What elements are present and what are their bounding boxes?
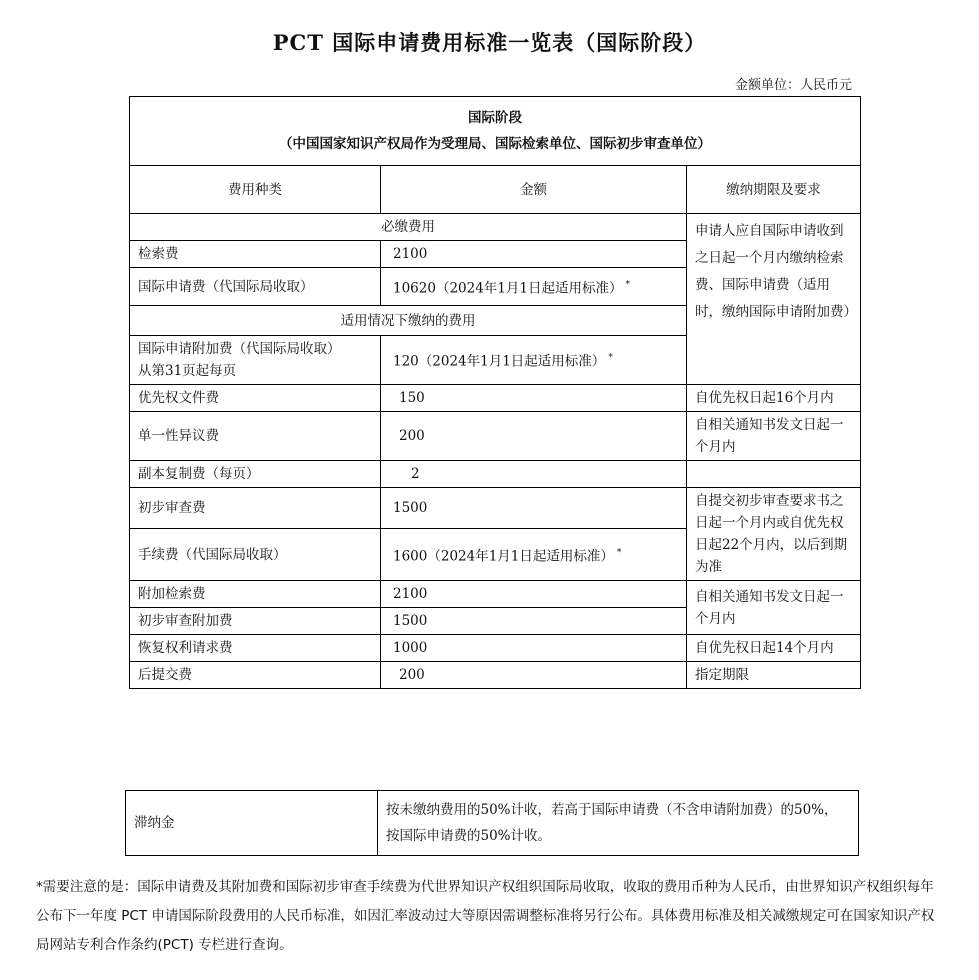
table-row <box>130 385 861 412</box>
section-mandatory: 必缴费用 <box>130 214 687 241</box>
table-heading <box>130 97 861 166</box>
fee-amount: 200 <box>381 412 687 461</box>
footnote-star: * <box>625 279 630 290</box>
table-row <box>130 581 861 608</box>
fee-table <box>129 96 861 689</box>
heading-line2: （中国国家知识产权局作为受理局、国际检索单位、国际初步审查单位） <box>279 136 711 152</box>
amount-text: 120（2024年1月1日起适用标准） <box>393 353 606 370</box>
fee-deadline: 自相关通知书发文日起一个月内 <box>687 412 861 461</box>
col-header-fee-type: 费用种类 <box>130 166 381 214</box>
currency-unit: 金额单位：人民币元 <box>734 78 852 93</box>
fee-name: 恢复权利请求费 <box>130 635 381 662</box>
fee-name: 国际申请费（代国际局收取） <box>130 268 381 306</box>
fee-amount: 200 <box>381 662 687 689</box>
fee-amount: 1000 <box>381 635 687 662</box>
fee-amount: 2 <box>381 461 687 488</box>
footnote: *需要注意的是：国际申请费及其附加费和国际初步审查手续费为代世界知识产权组织国际局收取，收取的费用币种为人民币，由世界知识产权组织每年公布下一年度 PCT 申请国际阶段费用的人民币标准，如因汇率波动过大等原因需调整标准将另行公布。具体费用标准及相关减缴规定可在国家知识产权局网站专利合作条约(PCT) 专栏进行查询。 <box>36 879 935 953</box>
mandatory-deadline: 申请人应自国际申请收到之日起一个月内缴纳检索费、国际申请费（适用时，缴纳国际申请附加费） <box>687 214 861 385</box>
table-row <box>126 791 859 856</box>
heading-line1: 国际阶段 <box>468 110 522 126</box>
fee-name: 手续费（代国际局收取） <box>130 529 381 581</box>
fee-name-line1: 国际申请附加费（代国际局收取） <box>138 341 341 357</box>
footnote-star: * <box>616 547 622 558</box>
section-row <box>130 214 861 241</box>
add-deadline: 自相关通知书发文日起一个月内 <box>687 581 861 635</box>
footnote-star: * <box>608 353 613 364</box>
fee-name: 副本复制费（每页） <box>130 461 381 488</box>
fee-amount: 150 <box>381 385 687 412</box>
late-fee-name: 滞纳金 <box>126 791 378 856</box>
fee-amount <box>381 336 687 385</box>
fee-name: 优先权文件费 <box>130 385 381 412</box>
table-row <box>130 635 861 662</box>
table-row <box>130 461 861 488</box>
fee-name: 后提交费 <box>130 662 381 689</box>
column-header-row <box>130 166 861 214</box>
fee-amount: 1500 <box>381 608 687 635</box>
fee-deadline: 自优先权日起16个月内 <box>687 385 861 412</box>
page-title: PCT 国际申请费用标准一览表（国际阶段） <box>272 30 707 55</box>
fee-name: 检索费 <box>130 241 381 268</box>
fee-deadline <box>687 461 861 488</box>
fee-amount: 2100 <box>381 241 687 268</box>
col-header-deadline: 缴纳期限及要求 <box>687 166 861 214</box>
fee-name: 附加检索费 <box>130 581 381 608</box>
fee-name-line2: 从第31页起每页 <box>138 363 237 379</box>
amount-text: 10620（2024年1月1日起适用标准） <box>393 280 623 297</box>
late-fee-table <box>125 790 859 856</box>
section-conditional: 适用情况下缴纳的费用 <box>130 306 687 336</box>
fee-name: 单一性异议费 <box>130 412 381 461</box>
amount-text: 1600（2024年1月1日起适用标准） <box>393 548 614 565</box>
fee-amount <box>381 268 687 306</box>
fee-amount: 2100 <box>381 581 687 608</box>
table-row <box>130 662 861 689</box>
table-row <box>130 412 861 461</box>
fee-amount <box>381 529 687 581</box>
table-row <box>130 488 861 529</box>
prelim-deadline: 自提交初步审查要求书之日起一个月内或自优先权日起22个月内，以后到期为准 <box>687 488 861 581</box>
fee-deadline: 指定期限 <box>687 662 861 689</box>
table-heading-row <box>130 97 861 166</box>
fee-name: 初步审查附加费 <box>130 608 381 635</box>
late-fee-desc: 按未缴纳费用的50%计收，若高于国际申请费（不含申请附加费）的50%，按国际申请费的50%计收。 <box>378 791 859 856</box>
fee-name: 初步审查费 <box>130 488 381 529</box>
col-header-amount: 金额 <box>381 166 687 214</box>
fee-deadline: 自优先权日起14个月内 <box>687 635 861 662</box>
fee-name <box>130 336 381 385</box>
fee-amount: 1500 <box>381 488 687 529</box>
